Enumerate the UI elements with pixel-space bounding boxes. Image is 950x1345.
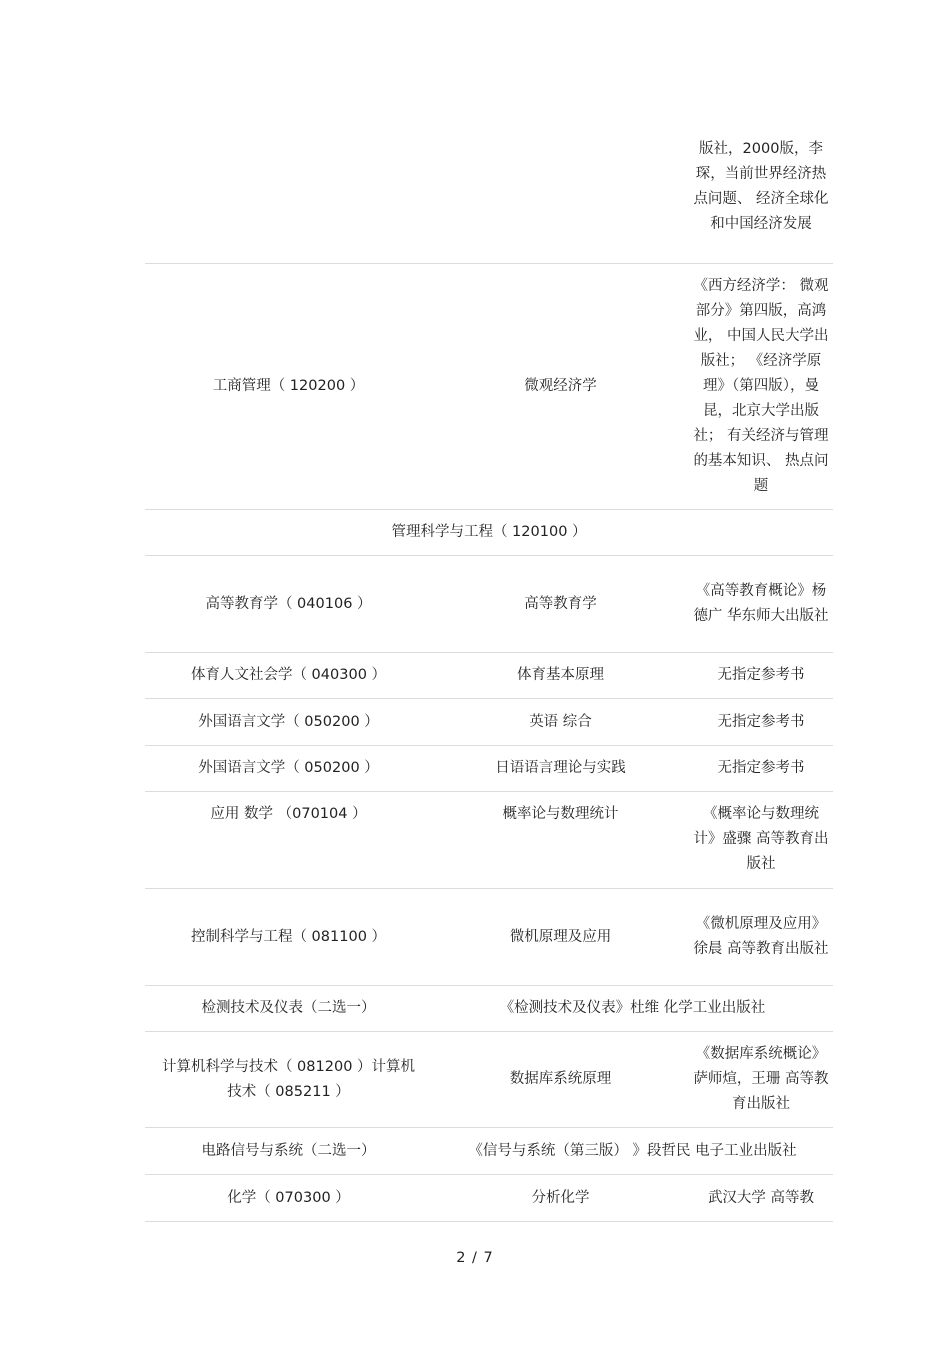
reference-cell: 版社，2000版，李琛，当前世界经济热点问题、 经济全球化和中国经济发展 [693,140,829,232]
major-cell: 计算机科学与技术（ 081200 ）计算机技术（ 085211 ） [161,1058,416,1100]
subject-cell: 日语语言理论与实践 [495,760,626,776]
major-cell: 外国语言文学（ 050200 ） [198,760,379,776]
reference-cell: 《高等教育概论》杨德广 华东师大出版社 [693,583,829,624]
table-row [145,986,833,1032]
reference-cell: 无指定参考书 [717,667,805,683]
table-row [145,699,833,746]
table-row [145,1175,833,1222]
table-row [145,510,833,556]
major-cell: 工商管理（ 120200 ） [212,378,365,394]
table-row [145,889,833,986]
reference-cell: 《概率论与数理统计》盛骤 高等教育出版社 [693,806,829,872]
subject-cell: 高等教育学 [524,595,597,612]
major-cell: 控制科学与工程（ 081100 ） [190,928,387,945]
table-row [145,653,833,699]
major-cell: 高等教育学（ 040106 ） [205,595,372,612]
major-cell: 电路信号与系统（二选一） [201,1142,376,1159]
reference-cell: 《数据库系统概论》萨师煊，王珊 高等教育出版社 [693,1046,829,1112]
reference-cell: 《微机原理及应用》徐晨 高等教育出版社 [693,916,829,957]
subject-cell: 数据库系统原理 [509,1071,612,1087]
subject-cell: 体育基本原理 [517,667,604,683]
subject-cell: 概率论与数理统计 [502,806,619,822]
page-number: 2 / 7 [456,1250,494,1266]
reference-cell: 无指定参考书 [717,760,805,776]
course-table [145,118,833,1222]
subject-cell: 英语 综合 [529,713,592,730]
major-cell [145,118,432,263]
reference-cell: 《西方经济学： 微观部分》第四版，高鸿业， 中国人民大学出版社； 《经济学原理》（第四版），曼昆，北京大学出版社； 有关经济与管理的基本知识、 热点问题 [693,278,829,494]
table-row [145,792,833,889]
subject-reference-cell: 《信号与系统（第三版） 》段哲民 电子工业出版社 [468,1142,797,1159]
subject-cell: 微观经济学 [524,378,597,394]
table-row [145,118,833,264]
subject-cell: 微机原理及应用 [509,928,612,945]
major-cell: 化学（ 070300 ） [227,1189,350,1206]
subject-cell: 分析化学 [531,1189,590,1206]
table-row [145,1128,833,1175]
reference-cell: 无指定参考书 [717,713,805,730]
table-row [145,556,833,653]
major-cell: 外国语言文学（ 050200 ） [198,713,379,730]
major-cell: 检测技术及仪表（二选一） [201,1000,376,1016]
major-cell: 应用 数学 （070104 ） [210,806,367,822]
section-heading-cell: 管理科学与工程（ 120100 ） [391,524,587,540]
table-row [145,264,833,510]
table-row [145,746,833,792]
major-cell: 体育人文社会学（ 040300 ） [190,667,387,683]
subject-reference-cell: 《检测技术及仪表》杜维 化学工业出版社 [499,1000,766,1016]
table-row [145,1032,833,1128]
reference-cell: 武汉大学 高等教 [707,1189,815,1206]
subject-cell [432,118,689,263]
